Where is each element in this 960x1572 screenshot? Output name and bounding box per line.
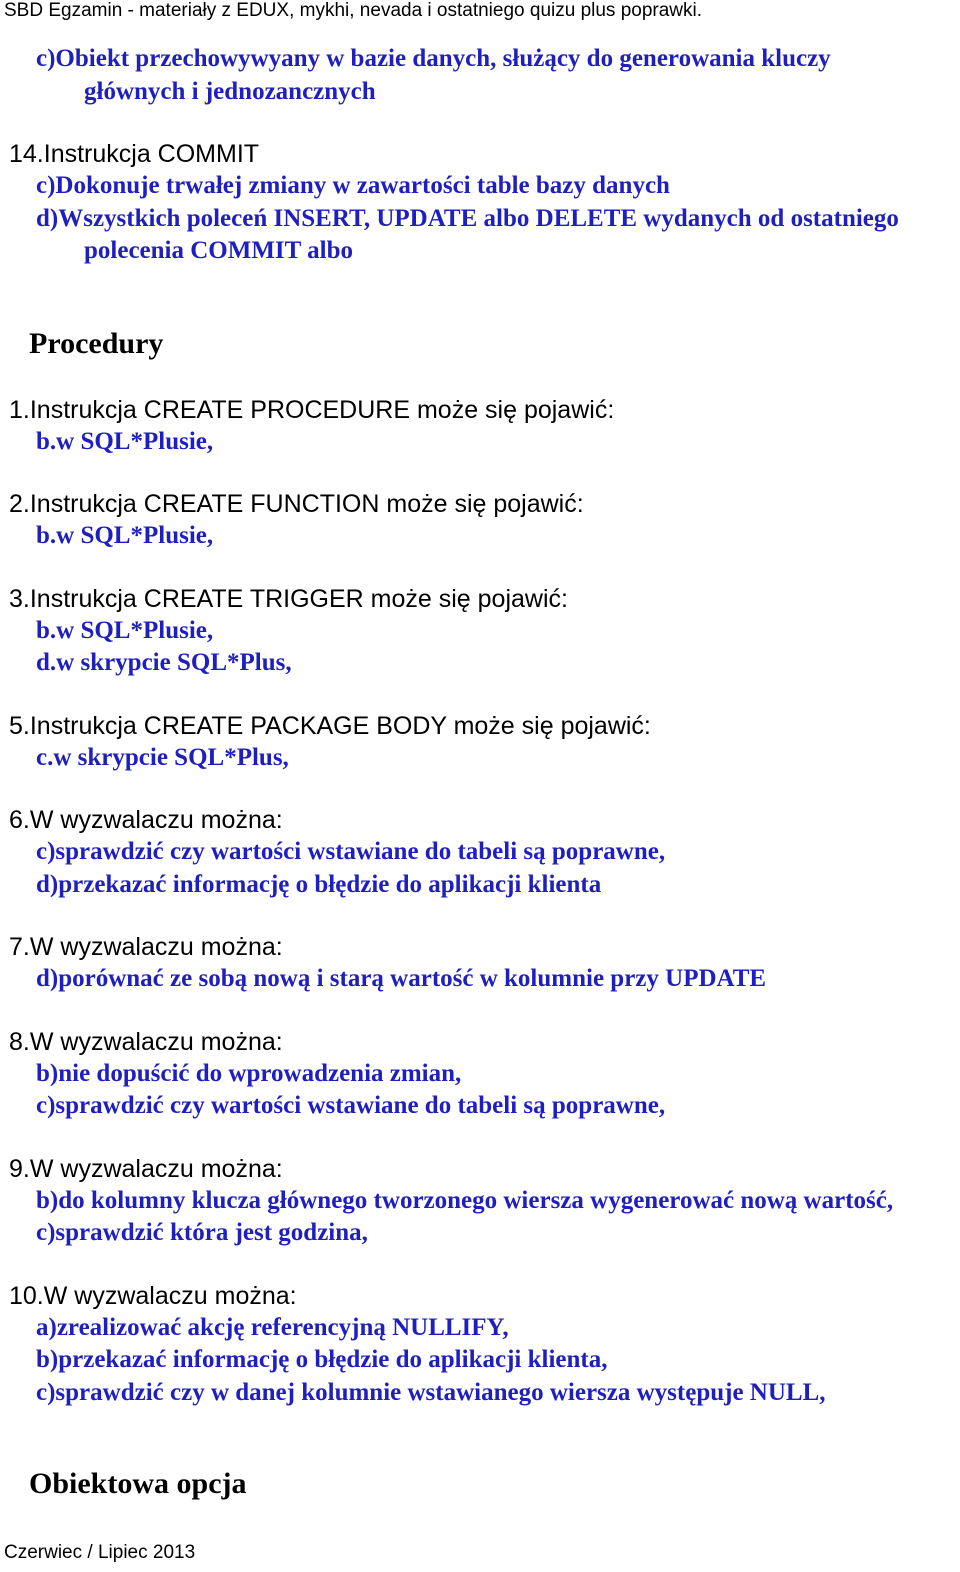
page-header: SBD Egzamin - materiały z EDUX, mykhi, nevada i ostatniego quizu plus poprawki. — [4, 0, 703, 21]
answer-line: b)do kolumny klucza głównego tworzonego wiersza wygenerować nową wartość, — [36, 1186, 894, 1214]
top-answer-block — [0, 43, 960, 108]
answer-line: b.w SQL*Plusie, — [36, 616, 214, 644]
question-block — [0, 1153, 960, 1250]
answer-line: c)Dokonuje trwałej zmiany w zawartości table bazy danych — [36, 172, 670, 199]
answer-continuation: głównych i jednozancznych — [84, 77, 376, 105]
question-text: 5.Instrukcja CREATE PACKAGE BODY może się pojawić: — [9, 711, 651, 740]
answer-line: d)porównać ze sobą nową i starą wartość w kolumnie przy UPDATE — [36, 965, 767, 992]
question-text: 10.W wyzwalaczu można: — [9, 1281, 297, 1310]
question-text: 3.Instrukcja CREATE TRIGGER może się pojawić: — [9, 584, 568, 613]
page-content — [0, 40, 960, 1504]
answer-line: b)przekazać informację o błędzie do aplikacji klienta, — [36, 1346, 608, 1373]
answer-continuation: polecenia COMMIT albo — [84, 237, 353, 264]
question-text: 2.Instrukcja CREATE FUNCTION może się pojawić: — [9, 490, 584, 518]
question-block — [0, 394, 960, 459]
question-text: 1.Instrukcja CREATE PROCEDURE może się pojawić: — [9, 395, 615, 424]
question-block — [0, 710, 960, 775]
question-block — [0, 1280, 960, 1410]
answer-line: c)sprawdzić czy w danej kolumnie wstawianego wiersza występuje NULL, — [36, 1378, 826, 1406]
answer-line: c)sprawdzić czy wartości wstawiane do tabeli są poprawne, — [36, 1092, 666, 1119]
answer-line: b.w SQL*Plusie, — [36, 522, 214, 549]
question-block — [0, 804, 960, 901]
question-block — [0, 488, 960, 553]
answer-line — [0, 203, 960, 268]
section-title-procedury: Procedury — [29, 326, 164, 360]
answer-line — [0, 43, 960, 108]
section-title-obiektowa-opcja: Obiektowa opcja — [29, 1467, 247, 1500]
answer-line: c.w skrypcie SQL*Plus, — [36, 743, 289, 771]
answer-line: c)sprawdzić czy wartości wstawiane do tabeli są poprawne, — [36, 838, 666, 865]
question-14-block — [0, 138, 960, 268]
answer-line: d)przekazać informację o błędzie do aplikacji klienta — [36, 870, 602, 898]
question-text: 8.W wyzwalaczu można: — [9, 1027, 283, 1056]
answer-line: b)nie dopuścić do wprowadzenia zmian, — [36, 1059, 462, 1087]
question-text: 6.W wyzwalaczu można: — [9, 806, 283, 834]
answer-line: b.w SQL*Plusie, — [36, 427, 214, 455]
question-text: 7.W wyzwalaczu można: — [9, 933, 283, 961]
answer-line: c)sprawdzić która jest godzina, — [36, 1219, 368, 1246]
question-text: 14.Instrukcja COMMIT — [9, 140, 260, 168]
answer-text: d)Wszystkich poleceń INSERT, UPDATE albo DELETE wydanych od ostatniego — [36, 204, 899, 232]
answer-line: a)zrealizować akcję referencyjną NULLIFY, — [36, 1313, 509, 1341]
question-text: 9.W wyzwalaczu można: — [9, 1154, 283, 1183]
answer-text: c)Obiekt przechowywyany w bazie danych, służący do generowania kluczy — [36, 45, 831, 72]
question-block — [0, 1026, 960, 1123]
page-footer: Czerwiec / Lipiec 2013 — [4, 1542, 196, 1563]
question-block — [0, 931, 960, 996]
answer-line: d.w skrypcie SQL*Plus, — [36, 649, 292, 676]
question-block — [0, 583, 960, 680]
